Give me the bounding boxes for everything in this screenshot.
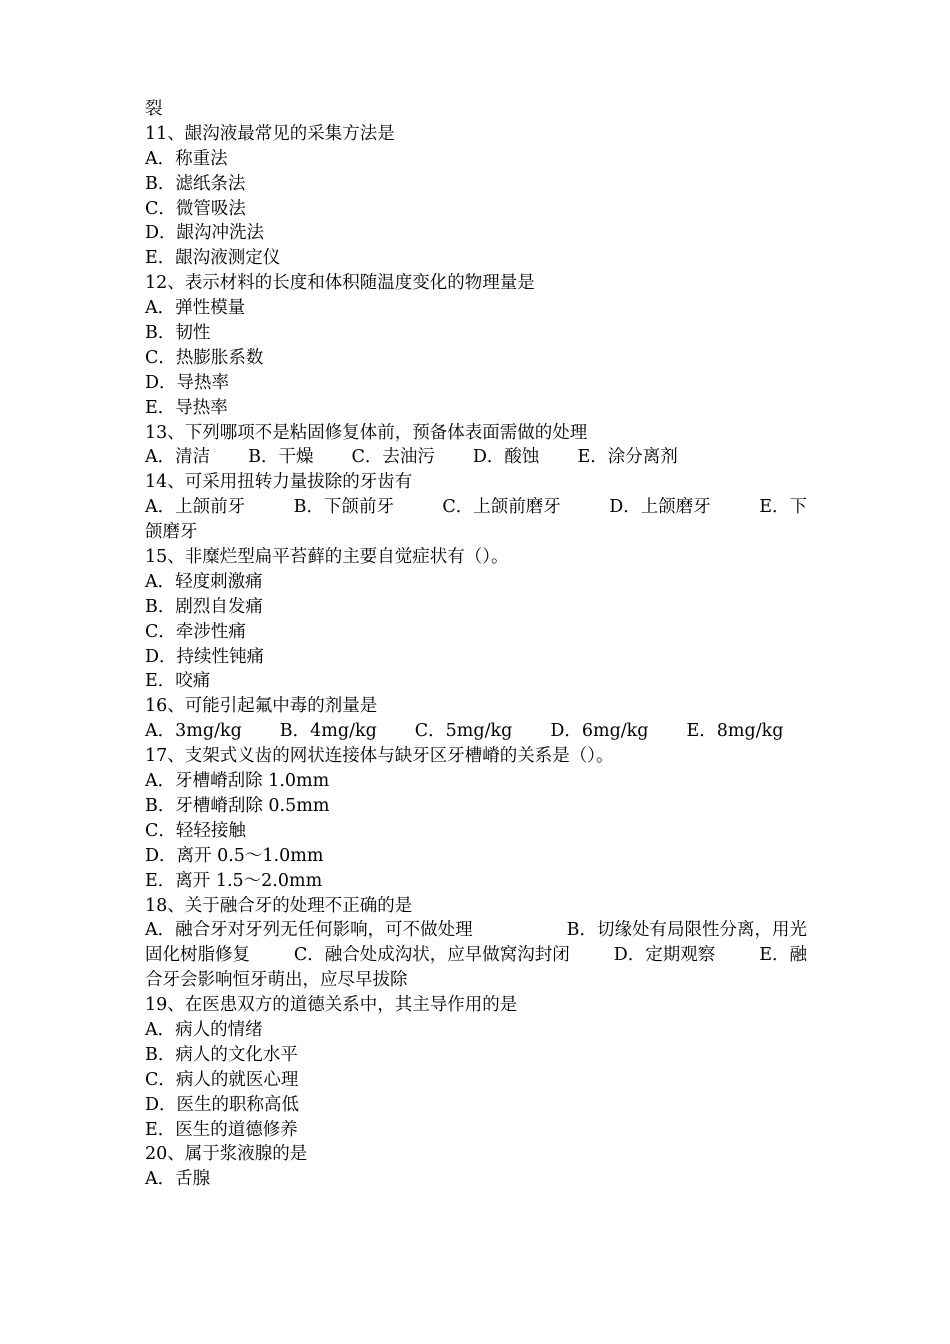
option-line: B．牙槽嵴刮除 0.5mm: [145, 795, 330, 816]
option-line: B．病人的文化水平: [145, 1044, 298, 1065]
option-line: D．龈沟冲洗法: [145, 223, 265, 244]
option-continuation: 颌磨牙: [145, 522, 198, 543]
option-line: C．病人的就医心理: [145, 1069, 299, 1090]
text-line: 裂: [145, 99, 163, 119]
option: A．上颌前牙: [145, 497, 246, 518]
option: C．5mg/kg: [414, 721, 513, 742]
question-19: 19、在医患双方的道德关系中，其主导作用的是: [145, 995, 518, 1016]
question-12: 12、表示材料的长度和体积随温度变化的物理量是: [145, 273, 535, 294]
question-18-options-line-1: [145, 918, 807, 943]
option-line: E．咬痛: [145, 671, 211, 692]
question-13-options: [145, 445, 807, 470]
question-17: 17、支架式义齿的网状连接体与缺牙区牙槽嵴的关系是（）。: [145, 746, 614, 767]
option-line: A．牙槽嵴刮除 1.0mm: [145, 771, 330, 792]
option-line: A．称重法: [145, 148, 228, 169]
question-18: 18、关于融合牙的处理不正确的是: [145, 895, 413, 916]
option-line: E．医生的道德修养: [145, 1119, 298, 1140]
question-14-options: [145, 495, 807, 520]
option-line: A．轻度刺激痛: [145, 571, 263, 592]
option: D．6mg/kg: [550, 721, 649, 742]
option-line: C．牵涉性痛: [145, 621, 246, 642]
option: E．8mg/kg: [686, 721, 784, 742]
option: C．融合处成沟状，应早做窝沟封闭: [293, 945, 570, 966]
option: D．酸蚀: [472, 447, 540, 468]
option: B．干燥: [248, 447, 314, 468]
option-line: D．持续性钝痛: [145, 646, 265, 667]
option-line: D．医生的职称高低: [145, 1094, 300, 1115]
option-line: A．弹性模量: [145, 298, 246, 319]
option-line: E．龈沟液测定仪: [145, 248, 281, 269]
question-16-options: [145, 719, 807, 744]
question-13: 13、下列哪项不是粘固修复体前，预备体表面需做的处理: [145, 422, 588, 443]
document-body: [145, 97, 807, 1192]
question-16: 16、可能引起氟中毒的剂量是: [145, 696, 378, 717]
question-11: 11、龈沟液最常见的采集方法是: [145, 123, 395, 144]
option-line: E．导热率: [145, 397, 228, 418]
option-line: D．导热率: [145, 372, 230, 393]
option: D．上颌磨牙: [609, 497, 711, 518]
option-continuation: 合牙会影响恒牙萌出，应尽早拔除: [145, 970, 408, 991]
option: C．去油污: [351, 447, 435, 468]
option: E．涂分离剂: [577, 447, 678, 468]
option-line: C．微管吸法: [145, 198, 246, 219]
option: A．融合牙对牙列无任何影响，可不做处理: [145, 920, 473, 941]
option: C．上颌前磨牙: [442, 497, 561, 518]
option: B．下颌前牙: [293, 497, 394, 518]
option-line: D．离开 0.5～1.0mm: [145, 845, 324, 866]
option-line: E．离开 1.5～2.0mm: [145, 870, 323, 891]
option-line: A．舌腺: [145, 1169, 211, 1190]
option-line: A．病人的情绪: [145, 1019, 263, 1040]
option-continuation: 固化树脂修复: [145, 945, 250, 966]
question-14: 14、可采用扭转力量拔除的牙齿有: [145, 472, 413, 493]
option: E．融: [759, 945, 807, 966]
option-line: B．剧烈自发痛: [145, 596, 263, 617]
option: E．下: [759, 497, 807, 518]
option: D．定期观察: [613, 945, 716, 966]
question-18-options-line-2: [145, 943, 807, 968]
option-line: C．轻轻接触: [145, 820, 246, 841]
option-line: B．滤纸条法: [145, 173, 246, 194]
option: A．3mg/kg: [145, 721, 242, 742]
option-line: B．韧性: [145, 323, 211, 344]
option: A．清洁: [145, 447, 211, 468]
option: B．切缘处有局限性分离，用光: [566, 920, 807, 941]
option: B．4mg/kg: [279, 721, 377, 742]
question-15: 15、非糜烂型扁平苔藓的主要自觉症状有（）。: [145, 547, 509, 568]
question-20: 20、属于浆液腺的是: [145, 1144, 308, 1165]
option-line: C．热膨胀系数: [145, 347, 264, 368]
